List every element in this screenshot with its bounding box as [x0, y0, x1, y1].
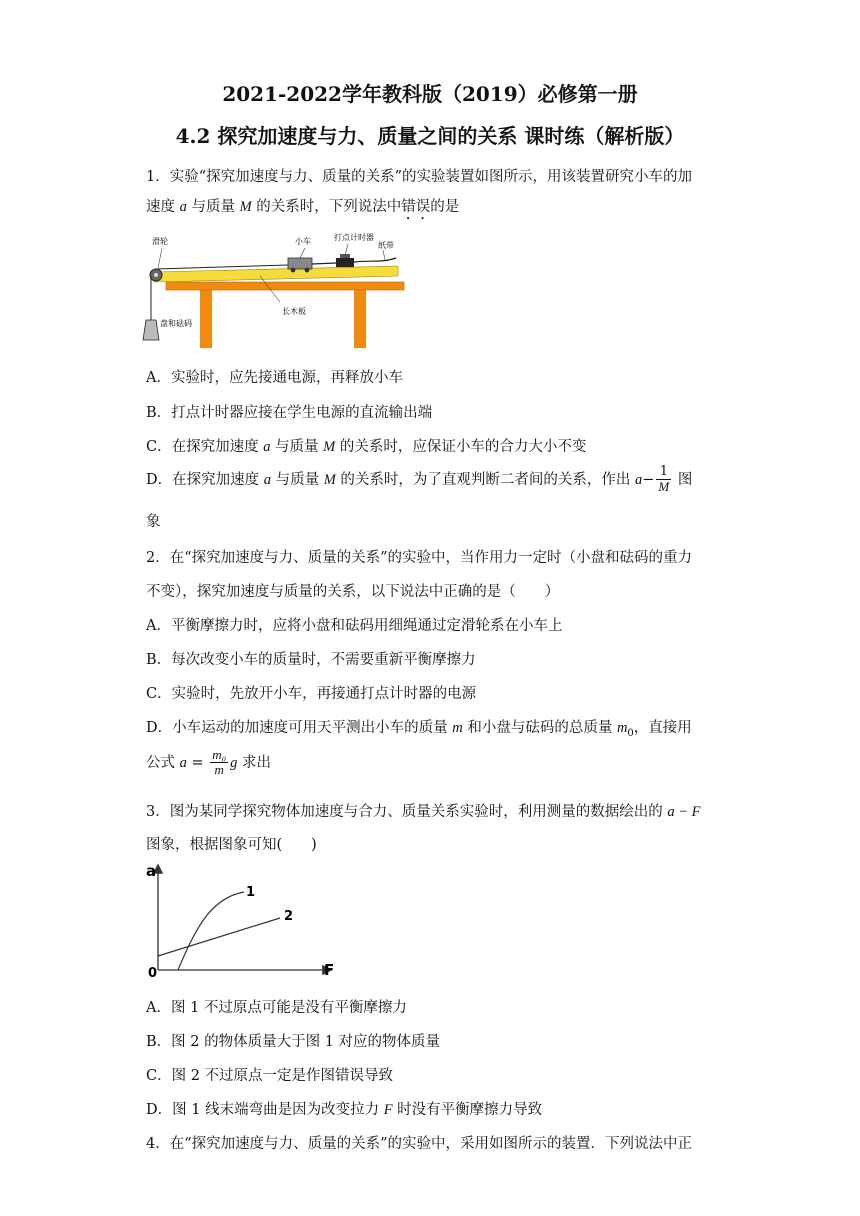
q1-option-d: [146, 465, 692, 495]
q3-option-c: C．图 2 不过原点一定是作图错误导致: [146, 1068, 394, 1084]
leader: [383, 250, 385, 260]
label-weights: 盘和砝码: [160, 319, 192, 328]
x-axis-label: F: [324, 961, 335, 979]
y-axis-label: a: [146, 862, 157, 880]
var-g: g: [230, 754, 238, 771]
q2-option-b: B．每次改变小车的质量时，不需要重新平衡摩擦力: [146, 652, 476, 668]
q1-option-b: B．打点计时器应接在学生电源的直流输出端: [146, 405, 433, 421]
var-F: F: [383, 1102, 393, 1118]
q2-stem-line1: 2．在“探究加速度与力、质量的关系”的实验中，当作用力一定时（小盘和砝码的重力: [146, 550, 693, 566]
q1-d-text: D．在探究加速度: [146, 471, 264, 488]
q3-stem-line2: 图象，根据图象可知( ): [146, 837, 317, 853]
label-board: 长木板: [282, 307, 306, 316]
frac-numerator: m₀: [212, 747, 227, 762]
curve-1-label: 1: [246, 885, 256, 900]
var-m: m: [452, 720, 463, 736]
q3-option-b: B．图 2 的物体质量大于图 1 对应的物体质量: [146, 1034, 441, 1050]
leader: [345, 244, 348, 255]
q1-text: 速度: [146, 199, 180, 215]
var-a: a: [263, 471, 271, 488]
q1-d-text: 与质量: [270, 471, 324, 488]
label-tape: 纸带: [378, 241, 394, 250]
formula-minus: −: [642, 471, 655, 488]
table-leg-left: [200, 290, 212, 348]
var-a: a: [179, 199, 187, 215]
q1-c-text: 的关系时，应保证小车的合力大小不变: [335, 439, 587, 455]
q2-d-text: D．小车运动的加速度可用天平测出小车的质量: [146, 720, 453, 736]
leader: [158, 248, 162, 268]
q2-option-c: C．实验时，先放开小车，再接通打点计时器的电源: [146, 686, 477, 702]
var-M: M: [239, 199, 252, 215]
q1-d-text: 的关系时，为了直观判断二者间的关系，作出: [335, 471, 636, 488]
q1-option-c: [146, 435, 586, 456]
var-a: a: [263, 439, 271, 455]
origin-label: 0: [148, 966, 158, 980]
timer: [336, 258, 354, 267]
cart-wheel: [291, 268, 296, 273]
q1-c-text: C．在探究加速度: [146, 439, 264, 455]
line-2: [158, 918, 280, 956]
frac-denominator: m: [214, 762, 224, 778]
q4-stem-line1: 4．在“探究加速度与力、质量的关系”的实验中，采用如图所示的装置．下列说法中正: [146, 1136, 693, 1152]
q1-text: 的是: [430, 199, 460, 215]
doc-title-line1: 2021-2022学年教科版（2019）必修第一册: [222, 82, 638, 106]
q3-text: 3．图为某同学探究物体加速度与合力、质量关系实验时，利用测量的数据绘出的: [146, 804, 668, 820]
frac-numerator: 1: [656, 465, 671, 480]
q1-d-text: 图: [673, 471, 693, 488]
formula-eq: =: [186, 754, 209, 771]
var-m0: m: [616, 720, 628, 736]
q2-stem-line2: 不变），探究加速度与质量的关系，以下说法中正确的是（ ）: [146, 584, 560, 600]
cart-wheel: [305, 268, 310, 273]
leader: [300, 248, 305, 258]
q1-option-d-line2: 象: [146, 514, 161, 530]
q3-option-a: A．图 1 不过原点可能是没有平衡摩擦力: [146, 1000, 407, 1016]
label-timer: 打点计时器: [334, 233, 374, 242]
q1-text: 的关系时，下列说法中: [251, 199, 402, 215]
label-pulley: 滑轮: [152, 237, 168, 246]
table-leg-right: [354, 290, 366, 348]
q1-c-text: 与质量: [270, 439, 324, 455]
doc-title-line2: 4.2 探究加速度与力、质量之间的关系 课时练（解析版）: [175, 124, 685, 148]
var-M: M: [323, 439, 336, 455]
weight-pan: [143, 320, 159, 340]
pulley-hub: [154, 273, 158, 277]
q3-option-d: [146, 1098, 542, 1119]
q1-apparatus-figure: [140, 228, 410, 348]
formula-a-F: a − F: [667, 804, 701, 820]
q2-option-d: [146, 716, 692, 739]
subscript-0: 0: [627, 727, 634, 739]
formula-a: a: [179, 754, 187, 771]
fraction-1-over-M: [656, 465, 671, 495]
string: [156, 265, 288, 269]
q3-d-text: 时没有平衡摩擦力导致: [392, 1102, 543, 1118]
q2-option-d-line2: [146, 748, 271, 778]
table-top: [166, 282, 404, 290]
q1-emphasis-wrong: 错误: [401, 199, 431, 215]
q3-d-text: D．图 1 线末端弯曲是因为改变拉力: [146, 1102, 384, 1118]
q1-option-a: A．实验时，应先接通电源，再释放小车: [146, 370, 403, 386]
q1-stem-line2: [146, 195, 459, 223]
fraction-m0-over-m: [210, 748, 228, 778]
q3-stem-line1: [146, 800, 701, 821]
line-2-label: 2: [284, 909, 294, 924]
frac-denominator: M: [658, 479, 670, 495]
q2-d-text: ，直接用: [633, 720, 692, 736]
q1-text: 与质量: [186, 199, 240, 215]
q2-d2-text: 求出: [237, 754, 272, 771]
q2-option-a: A．平衡摩擦力时，应将小盘和砝码用细绳通过定滑轮系在小车上: [146, 618, 563, 634]
label-cart: 小车: [295, 237, 311, 246]
q2-d2-text: 公式: [146, 754, 180, 771]
curve-1: [178, 892, 244, 970]
var-M: M: [323, 471, 336, 488]
formula-a: a: [635, 471, 643, 488]
q3-a-F-graph: [140, 860, 340, 980]
q1-stem-line1: 1．实验“探究加速度与力、质量的关系”的实验装置如图所示，用该装置研究小车的加: [146, 169, 693, 185]
cart: [288, 258, 312, 269]
q2-d-text: 和小盘与砝码的总质量: [462, 720, 617, 736]
